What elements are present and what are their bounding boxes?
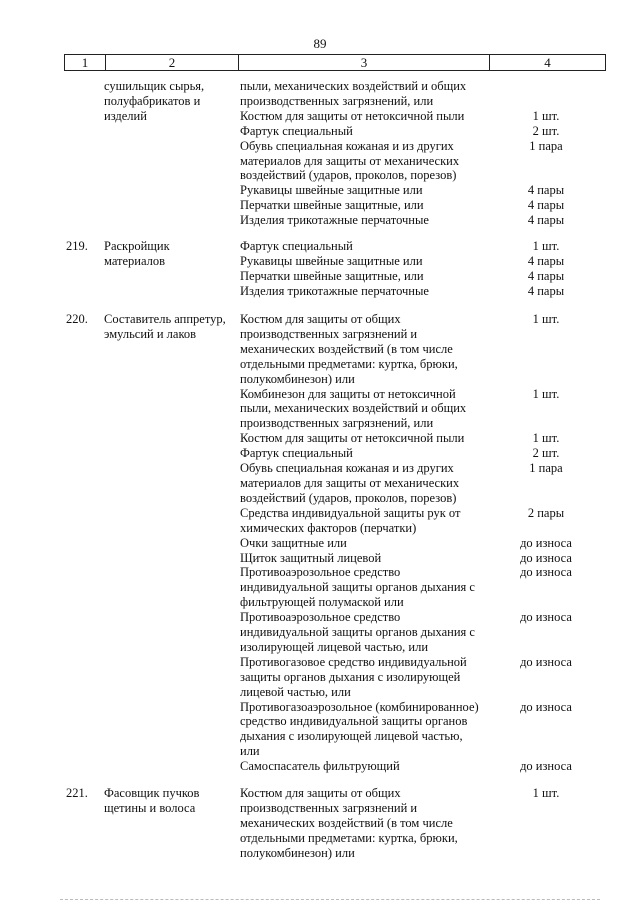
equipment-item	[240, 655, 610, 700]
equipment-name: Щиток защитный лицевой	[240, 550, 382, 565]
equipment-item	[240, 312, 610, 387]
page-bottom-edge	[60, 899, 600, 902]
equipment-list	[240, 786, 610, 861]
column-header-3: 3	[239, 55, 490, 71]
equipment-name: Рукавицы швейные защитные или	[240, 253, 423, 268]
row-number: 220.	[66, 312, 88, 326]
equipment-name: Очки защитные или	[240, 535, 347, 550]
equipment-list	[240, 312, 610, 774]
issue-norm: до износа	[520, 550, 572, 565]
issue-norm: до износа	[520, 759, 572, 774]
equipment-name: Фартук специальный	[240, 239, 353, 253]
column-header-2: 2	[106, 55, 239, 71]
issue-norm: 2 шт.	[532, 123, 560, 138]
issue-norm: 1 пара	[529, 461, 563, 476]
column-header-table	[64, 54, 606, 71]
equipment-name: Противоаэрозольное средство индивидуальной защиты органов дыхания с фильтрующей полумаской или	[240, 565, 475, 610]
issue-norm: 4 пары	[527, 268, 565, 283]
equipment-name: Костюм для защиты от общих производственных загрязнений и механических воздействий (в том числе отдельными предметами: куртка, брюки, полукомбинезон) или	[240, 786, 458, 860]
equipment-item	[240, 506, 610, 536]
column-header-4: 4	[490, 55, 606, 71]
equipment-item	[240, 254, 610, 269]
equipment-name: Перчатки швейные защитные, или	[240, 268, 424, 283]
profession-name: Составитель аппретур, эмульсий и лаков	[104, 312, 226, 341]
equipment-name: Самоспасатель фильтрующий	[240, 759, 400, 774]
equipment-item	[240, 759, 610, 774]
equipment-name: Противогазовое средство индивидуальной защиты органов дыхания с изолирующей лицевой частью, или	[240, 654, 467, 699]
equipment-name: Противогазоаэрозольное (комбинированное) средство индивидуальной защиты органов дыхания с изолирующей лицевой частью, или	[240, 699, 479, 759]
equipment-name: Средства индивидуальной защиты рук от химических факторов (перчатки)	[240, 505, 461, 535]
equipment-name: Костюм для защиты от нетоксичной пыли	[240, 108, 465, 123]
equipment-item	[240, 786, 610, 861]
equipment-item	[240, 213, 610, 228]
issue-norm: 4 пары	[527, 213, 565, 228]
equipment-item	[240, 79, 610, 109]
equipment-item	[240, 139, 610, 184]
issue-norm: 1 шт.	[532, 386, 560, 401]
equipment-item	[240, 387, 610, 432]
issue-norm: 4 пары	[527, 183, 565, 198]
issue-norm: 1 шт.	[532, 108, 560, 123]
issue-norm: до износа	[520, 610, 572, 625]
equipment-item	[240, 610, 610, 655]
equipment-name: Противоаэрозольное средство индивидуальной защиты органов дыхания с изолирующей лицевой частью, или	[240, 610, 475, 654]
issue-norm: 1 шт.	[532, 239, 560, 253]
issue-norm: 4 пары	[527, 283, 565, 298]
issue-norm: до износа	[520, 654, 572, 669]
equipment-item	[240, 536, 610, 551]
issue-norm: 1 пара	[529, 138, 563, 153]
issue-norm: 1 шт.	[532, 312, 560, 326]
issue-norm: до износа	[520, 565, 572, 580]
column-header-1: 1	[65, 55, 106, 71]
equipment-name: Изделия трикотажные перчаточные	[240, 213, 429, 228]
equipment-item	[240, 551, 610, 566]
equipment-name: Обувь специальная кожаная и из других материалов для защиты от механических воздействий (ударов, проколов, порезов)	[240, 138, 460, 183]
equipment-name: Перчатки швейные защитные, или	[240, 198, 424, 213]
equipment-list	[240, 79, 610, 228]
equipment-item	[240, 183, 610, 198]
equipment-item	[240, 565, 610, 610]
equipment-name: Фартук специальный	[240, 446, 353, 461]
equipment-name: Изделия трикотажные перчаточные	[240, 283, 429, 298]
equipment-item	[240, 124, 610, 139]
issue-norm: 1 шт.	[532, 786, 560, 800]
row-number: 219.	[66, 239, 88, 253]
equipment-item	[240, 284, 610, 299]
equipment-name: Обувь специальная кожаная и из других материалов для защиты от механических воздействий (ударов, проколов, порезов)	[240, 461, 460, 505]
equipment-item	[240, 198, 610, 213]
issue-norm: 2 пары	[527, 505, 565, 520]
equipment-item	[240, 446, 610, 461]
equipment-item	[240, 239, 610, 254]
equipment-item	[240, 109, 610, 124]
profession-name: Фасовщик пучков щетины и волоса	[104, 786, 200, 815]
equipment-item	[240, 461, 610, 506]
equipment-name: Рукавицы швейные защитные или	[240, 183, 423, 198]
issue-norm: 4 пары	[527, 198, 565, 213]
page-number: 89	[313, 36, 327, 51]
equipment-item	[240, 431, 610, 446]
row-number: 221.	[66, 786, 88, 800]
equipment-name: Фартук специальный	[240, 123, 353, 138]
issue-norm: 1 шт.	[532, 431, 560, 446]
equipment-name: Костюм для защиты от нетоксичной пыли	[240, 431, 465, 446]
equipment-item	[240, 269, 610, 284]
equipment-list	[240, 239, 610, 299]
profession-name: Раскройщик материалов	[104, 239, 170, 268]
equipment-name: пыли, механических воздействий и общих производственных загрязнений, или	[240, 79, 467, 108]
issue-norm: 2 шт.	[532, 446, 560, 461]
issue-norm: 4 пары	[527, 253, 565, 268]
equipment-item	[240, 700, 610, 760]
equipment-name: Костюм для защиты от общих производственных загрязнений и механических воздействий (в том числе отдельными предметами: куртка, брюки, полукомбинезон) или	[240, 312, 458, 386]
profession-name: сушильщик сырья, полуфабрикатов и изделий	[104, 79, 205, 123]
issue-norm: до износа	[520, 535, 572, 550]
issue-norm: до износа	[520, 699, 572, 714]
equipment-name: Комбинезон для защиты от нетоксичной пыли, механических воздействий и общих производственных загрязнений, или	[240, 386, 467, 431]
